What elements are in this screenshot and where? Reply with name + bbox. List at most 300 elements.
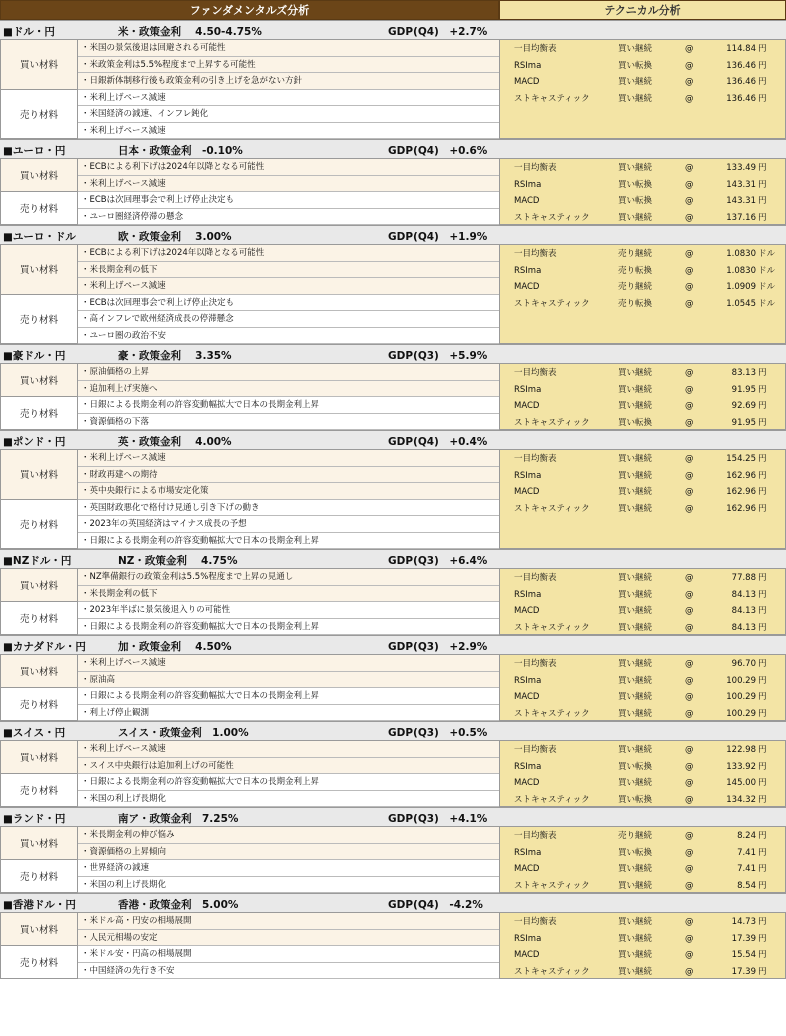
price-unit: ドル: [758, 249, 776, 259]
signal: 買い継続: [618, 470, 653, 481]
indicator-name: ストキャスティック: [514, 212, 590, 223]
technical-panel: [499, 655, 786, 721]
sell-factor: ・米ドル安・円高の相場展開: [78, 946, 499, 963]
price-unit: 円: [758, 60, 767, 71]
gdp-growth: GDP(Q3) +0.5%: [388, 727, 488, 739]
signal-price: 154.25: [726, 454, 756, 464]
signal-price: 137.16: [726, 212, 756, 223]
at-symbol: @: [685, 847, 694, 858]
at-symbol: @: [685, 93, 694, 104]
currency-section: [0, 893, 786, 979]
indicator-name: MACD: [514, 606, 540, 616]
at-symbol: @: [685, 60, 694, 71]
at-symbol: @: [685, 659, 694, 669]
buy-factor: ・米利上げペース減速: [78, 278, 499, 295]
price-unit: 円: [758, 761, 767, 772]
indicator-name: ストキャスティック: [514, 93, 590, 104]
technical-panel: [499, 245, 786, 344]
technical-row: [500, 160, 786, 177]
policy-rate: NZ・政策金利 4.75%: [118, 555, 238, 567]
buy-factor: ・英中央銀行による市場安定化策: [78, 483, 499, 500]
price-unit: 円: [758, 196, 767, 206]
signal: 買い継続: [618, 745, 653, 755]
section-title-bar: [0, 139, 786, 159]
currency-pair: ■ユーロ・円: [3, 145, 66, 157]
buy-factor: ・米長期金利の低下: [78, 262, 499, 279]
technical-row: [500, 296, 786, 313]
technical-panel: [499, 40, 786, 139]
sell-factors-label: 売り材料: [0, 774, 78, 807]
signal-price: 92.69: [731, 401, 756, 411]
signal: 買い継続: [618, 917, 653, 927]
sell-factor: ・高インフレで欧州経済成長の停滞懸念: [78, 311, 499, 328]
policy-rate: 日本・政策金利 -0.10%: [118, 145, 243, 157]
price-unit: 円: [758, 675, 767, 686]
signal-price: 162.96: [726, 487, 756, 497]
technical-row: [500, 91, 786, 108]
buy-factors-label: 買い材料: [0, 364, 78, 397]
signal: 買い継続: [618, 933, 653, 944]
price-unit: 円: [758, 659, 767, 669]
signal: 買い継続: [618, 950, 653, 960]
indicator-name: 一目均衡表: [514, 163, 557, 173]
currency-pair: ■NZドル・円: [3, 555, 72, 567]
at-symbol: @: [685, 933, 694, 944]
signal-price: 100.29: [726, 675, 756, 686]
at-symbol: @: [685, 265, 694, 276]
sell-factor: ・米国の利上げ長期化: [78, 791, 499, 808]
price-unit: ドル: [758, 282, 776, 292]
signal: 買い継続: [618, 966, 653, 977]
technical-row: [500, 177, 786, 194]
signal: 買い継続: [618, 659, 653, 669]
gdp-growth: GDP(Q3) +5.9%: [388, 350, 488, 362]
policy-rate: 加・政策金利 4.50%: [118, 641, 232, 653]
at-symbol: @: [685, 384, 694, 395]
signal: 買い転換: [618, 417, 653, 428]
signal: 買い継続: [618, 573, 653, 583]
technical-row: [500, 263, 786, 280]
at-symbol: @: [685, 454, 694, 464]
sell-factors-label: 売り材料: [0, 397, 78, 430]
sell-factor: ・世界経済の減速: [78, 860, 499, 877]
indicator-name: 一目均衡表: [514, 659, 557, 669]
buy-factors-label: 買い材料: [0, 655, 78, 688]
indicator-name: RSIma: [514, 179, 542, 190]
at-symbol: @: [685, 417, 694, 428]
section-title-bar: [0, 225, 786, 245]
at-symbol: @: [685, 470, 694, 481]
sell-factor: ・英国財政悪化で格付け見通し引き下げの動き: [78, 500, 499, 517]
signal: 買い継続: [618, 606, 653, 616]
indicator-name: MACD: [514, 282, 540, 292]
signal: 買い転換: [618, 847, 653, 858]
price-unit: 円: [758, 622, 767, 633]
indicator-name: 一目均衡表: [514, 745, 557, 755]
policy-rate: 英・政策金利 4.00%: [118, 436, 232, 448]
signal-price: 91.95: [731, 384, 756, 395]
at-symbol: @: [685, 77, 694, 87]
sell-factors-label: 売り材料: [0, 192, 78, 225]
currency-section: [0, 721, 786, 807]
technical-row: [500, 947, 786, 964]
indicator-name: ストキャスティック: [514, 503, 590, 514]
indicator-name: RSIma: [514, 933, 542, 944]
indicator-name: RSIma: [514, 761, 542, 772]
at-symbol: @: [685, 282, 694, 292]
at-symbol: @: [685, 503, 694, 514]
buy-factor: ・追加利上げ実施へ: [78, 381, 499, 398]
indicator-name: MACD: [514, 864, 540, 874]
section-title-bar: [0, 721, 786, 741]
signal-price: 136.46: [726, 77, 756, 87]
technical-row: [500, 914, 786, 931]
technical-row: [500, 931, 786, 948]
indicator-name: RSIma: [514, 384, 542, 395]
indicator-name: MACD: [514, 692, 540, 702]
technical-row: [500, 689, 786, 706]
at-symbol: @: [685, 778, 694, 788]
indicator-name: ストキャスティック: [514, 708, 590, 719]
at-symbol: @: [685, 794, 694, 805]
buy-factors-label: 買い材料: [0, 827, 78, 860]
buy-factor: ・原油高: [78, 672, 499, 689]
buy-factor: ・米利上げペース減速: [78, 741, 499, 758]
price-unit: 円: [758, 93, 767, 104]
buy-factor: ・人民元相場の安定: [78, 930, 499, 947]
signal-price: 143.31: [726, 179, 756, 190]
price-unit: 円: [758, 454, 767, 464]
signal: 買い継続: [618, 401, 653, 411]
signal-price: 14.73: [731, 917, 756, 927]
technical-row: [500, 603, 786, 620]
signal-price: 114.84: [726, 44, 756, 54]
sell-factor: ・ユーロ圏経済停滞の懸念: [78, 209, 499, 226]
indicator-name: 一目均衡表: [514, 573, 557, 583]
signal-price: 8.54: [737, 880, 756, 891]
price-unit: 円: [758, 417, 767, 428]
currency-pair: ■香港ドル・円: [3, 899, 76, 911]
signal-price: 84.13: [731, 606, 756, 616]
section-title-bar: [0, 430, 786, 450]
at-symbol: @: [685, 708, 694, 719]
signal: 買い転換: [618, 761, 653, 772]
at-symbol: @: [685, 196, 694, 206]
technical-panel: [499, 913, 786, 979]
sell-factor: ・2023年の英国経済はマイナス成長の予想: [78, 516, 499, 533]
at-symbol: @: [685, 249, 694, 259]
price-unit: 円: [758, 880, 767, 891]
at-symbol: @: [685, 692, 694, 702]
buy-factor: ・米長期金利の低下: [78, 586, 499, 603]
signal: 買い転換: [618, 794, 653, 805]
signal: 買い継続: [618, 384, 653, 395]
price-unit: 円: [758, 606, 767, 616]
signal: 買い継続: [618, 692, 653, 702]
price-unit: 円: [758, 573, 767, 583]
indicator-name: 一目均衡表: [514, 917, 557, 927]
signal-price: 8.24: [737, 831, 756, 841]
sell-factor: ・日銀による長期金利の許容変動幅拡大で日本の長期金利上昇: [78, 397, 499, 414]
technical-row: [500, 964, 786, 981]
signal-price: 17.39: [731, 966, 756, 977]
gdp-growth: GDP(Q4) +2.7%: [388, 26, 488, 38]
signal: 買い継続: [618, 622, 653, 633]
technical-row: [500, 365, 786, 382]
price-unit: 円: [758, 212, 767, 223]
sell-factor: ・ECBは次回理事会で利上げ停止決定も: [78, 295, 499, 312]
technical-row: [500, 501, 786, 518]
signal-price: 143.31: [726, 196, 756, 206]
signal-price: 1.0830: [726, 249, 756, 259]
indicator-name: 一目均衡表: [514, 249, 557, 259]
currency-section: [0, 20, 786, 139]
signal-price: 1.0830: [726, 265, 756, 276]
currency-pair: ■カナダドル・円: [3, 641, 86, 653]
indicator-name: ストキャスティック: [514, 298, 590, 309]
currency-pair: ■豪ドル・円: [3, 350, 66, 362]
policy-rate: 香港・政策金利 5.00%: [118, 899, 239, 911]
gdp-growth: GDP(Q3) +6.4%: [388, 555, 488, 567]
buy-factor: ・スイス中央銀行は追加利上げの可能性: [78, 758, 499, 775]
gdp-growth: GDP(Q4) -4.2%: [388, 899, 483, 911]
at-symbol: @: [685, 917, 694, 927]
policy-rate: 豪・政策金利 3.35%: [118, 350, 232, 362]
price-unit: 円: [758, 745, 767, 755]
at-symbol: @: [685, 606, 694, 616]
signal-price: 136.46: [726, 93, 756, 104]
signal-price: 133.49: [726, 163, 756, 173]
indicator-name: RSIma: [514, 847, 542, 858]
price-unit: 円: [758, 708, 767, 719]
indicator-name: RSIma: [514, 589, 542, 600]
currency-section: [0, 344, 786, 430]
signal: 売り継続: [618, 831, 653, 841]
buy-factor: ・ECBによる利下げは2024年以降となる可能性: [78, 159, 499, 176]
signal-price: 83.13: [731, 368, 756, 378]
buy-factor: ・NZ準備銀行の政策金利は5.5%程度まで上昇の見通し: [78, 569, 499, 586]
buy-factor: ・米政策金利は5.5%程度まで上昇する可能性: [78, 57, 499, 74]
sell-factor: ・日銀による長期金利の許容変動幅拡大で日本の長期金利上昇: [78, 774, 499, 791]
signal-price: 7.41: [737, 864, 756, 874]
indicator-name: 一目均衡表: [514, 368, 557, 378]
indicator-name: RSIma: [514, 265, 542, 276]
sell-factors-label: 売り材料: [0, 860, 78, 893]
indicator-name: RSIma: [514, 470, 542, 481]
buy-factor: ・米利上げペース減速: [78, 176, 499, 193]
currency-pair: ■ポンド・円: [3, 436, 66, 448]
indicator-name: MACD: [514, 196, 540, 206]
price-unit: 円: [758, 163, 767, 173]
sell-factor: ・米利上げペース減速: [78, 90, 499, 107]
signal-price: 77.88: [731, 573, 756, 583]
sell-factor: ・日銀による長期金利の許容変動幅拡大で日本の長期金利上昇: [78, 619, 499, 636]
technical-row: [500, 246, 786, 263]
price-unit: 円: [758, 864, 767, 874]
technical-row: [500, 193, 786, 210]
technical-panel: [499, 569, 786, 635]
price-unit: 円: [758, 933, 767, 944]
signal-price: 133.92: [726, 761, 756, 772]
technical-row: [500, 58, 786, 75]
at-symbol: @: [685, 573, 694, 583]
signal-price: 145.00: [726, 778, 756, 788]
signal-price: 84.13: [731, 622, 756, 633]
at-symbol: @: [685, 880, 694, 891]
signal: 買い継続: [618, 503, 653, 514]
technical-panel: [499, 827, 786, 893]
sell-factor: ・米利上げペース減速: [78, 123, 499, 140]
buy-factor: ・原油価格の上昇: [78, 364, 499, 381]
signal-price: 17.39: [731, 933, 756, 944]
currency-pair: ■ユーロ・ドル: [3, 231, 76, 243]
signal: 買い転換: [618, 196, 653, 206]
sell-factor: ・ECBは次回理事会で利上げ停止決定も: [78, 192, 499, 209]
at-symbol: @: [685, 368, 694, 378]
buy-factors-label: 買い材料: [0, 569, 78, 602]
technical-row: [500, 673, 786, 690]
indicator-name: MACD: [514, 487, 540, 497]
buy-factor: ・米長期金利の伸び悩み: [78, 827, 499, 844]
fundamentals-header: ファンダメンタルズ分析: [0, 0, 499, 20]
signal: 買い転換: [618, 60, 653, 71]
buy-factor: ・資源価格の上昇傾向: [78, 844, 499, 861]
signal-price: 134.32: [726, 794, 756, 805]
at-symbol: @: [685, 487, 694, 497]
signal-price: 1.0545: [726, 298, 756, 309]
indicator-name: 一目均衡表: [514, 831, 557, 841]
price-unit: 円: [758, 503, 767, 514]
technical-row: [500, 468, 786, 485]
technical-row: [500, 656, 786, 673]
technical-row: [500, 415, 786, 432]
technical-row: [500, 484, 786, 501]
gdp-growth: GDP(Q3) +4.1%: [388, 813, 488, 825]
technical-row: [500, 74, 786, 91]
technical-row: [500, 398, 786, 415]
technical-row: [500, 451, 786, 468]
gdp-growth: GDP(Q4) +0.6%: [388, 145, 488, 157]
technical-row: [500, 706, 786, 723]
at-symbol: @: [685, 950, 694, 960]
technical-row: [500, 878, 786, 895]
indicator-name: RSIma: [514, 675, 542, 686]
technical-row: [500, 382, 786, 399]
signal: 売り継続: [618, 282, 653, 292]
indicator-name: MACD: [514, 950, 540, 960]
signal-price: 100.29: [726, 708, 756, 719]
technical-row: [500, 792, 786, 809]
signal: 買い継続: [618, 454, 653, 464]
signal-price: 162.96: [726, 470, 756, 481]
sell-factor: ・日銀による長期金利の許容変動幅拡大で日本の長期金利上昇: [78, 688, 499, 705]
price-unit: 円: [758, 950, 767, 960]
signal-price: 15.54: [731, 950, 756, 960]
policy-rate: 南ア・政策金利 7.25%: [118, 813, 239, 825]
price-unit: 円: [758, 966, 767, 977]
at-symbol: @: [685, 745, 694, 755]
signal: 買い継続: [618, 77, 653, 87]
buy-factor: ・財政再建への期待: [78, 467, 499, 484]
price-unit: 円: [758, 401, 767, 411]
section-title-bar: [0, 20, 786, 40]
price-unit: 円: [758, 589, 767, 600]
at-symbol: @: [685, 298, 694, 309]
technical-panel: [499, 159, 786, 225]
sell-factors-label: 売り材料: [0, 602, 78, 635]
currency-section: [0, 635, 786, 721]
signal: 買い継続: [618, 880, 653, 891]
price-unit: 円: [758, 179, 767, 190]
indicator-name: MACD: [514, 77, 540, 87]
price-unit: 円: [758, 384, 767, 395]
section-title-bar: [0, 893, 786, 913]
indicator-name: MACD: [514, 778, 540, 788]
section-title-bar: [0, 807, 786, 827]
price-unit: 円: [758, 77, 767, 87]
buy-factors-label: 買い材料: [0, 159, 78, 192]
price-unit: 円: [758, 692, 767, 702]
technical-header: テクニカル分析: [499, 0, 786, 20]
technical-row: [500, 41, 786, 58]
at-symbol: @: [685, 44, 694, 54]
gdp-growth: GDP(Q4) +1.9%: [388, 231, 488, 243]
buy-factor: ・米国の景気後退は回避される可能性: [78, 40, 499, 57]
policy-rate: 米・政策金利 4.50-4.75%: [118, 26, 262, 38]
buy-factors-label: 買い材料: [0, 450, 78, 500]
currency-pair: ■ランド・円: [3, 813, 66, 825]
indicator-name: MACD: [514, 401, 540, 411]
technical-panel: [499, 741, 786, 807]
at-symbol: @: [685, 401, 694, 411]
sell-factor: ・資源価格の下落: [78, 414, 499, 431]
technical-row: [500, 845, 786, 862]
at-symbol: @: [685, 589, 694, 600]
at-symbol: @: [685, 675, 694, 686]
indicator-name: ストキャスティック: [514, 794, 590, 805]
signal-price: 7.41: [737, 847, 756, 858]
signal: 買い継続: [618, 589, 653, 600]
signal: 買い継続: [618, 708, 653, 719]
currency-section: [0, 430, 786, 549]
sell-factor: ・中国経済の先行き不安: [78, 963, 499, 980]
signal-price: 136.46: [726, 60, 756, 71]
technical-row: [500, 210, 786, 227]
signal: 買い継続: [618, 212, 653, 223]
policy-rate: スイス・政策金利 1.00%: [118, 727, 249, 739]
indicator-name: ストキャスティック: [514, 880, 590, 891]
technical-row: [500, 570, 786, 587]
indicator-name: ストキャスティック: [514, 622, 590, 633]
price-unit: ドル: [758, 298, 776, 309]
gdp-growth: GDP(Q4) +0.4%: [388, 436, 488, 448]
sell-factor: ・利上げ停止観測: [78, 705, 499, 722]
technical-panel: [499, 450, 786, 549]
price-unit: ドル: [758, 265, 776, 276]
price-unit: 円: [758, 847, 767, 858]
at-symbol: @: [685, 163, 694, 173]
indicator-name: ストキャスティック: [514, 417, 590, 428]
buy-factors-label: 買い材料: [0, 741, 78, 774]
sell-factor: ・米国の利上げ長期化: [78, 877, 499, 894]
sell-factor: ・ユーロ圏の政治不安: [78, 328, 499, 345]
sell-factors-label: 売り材料: [0, 688, 78, 721]
sell-factor: ・日銀による長期金利の許容変動幅拡大で日本の長期金利上昇: [78, 533, 499, 550]
technical-row: [500, 279, 786, 296]
sell-factor: ・米国経済の減速、インフレ鈍化: [78, 106, 499, 123]
signal: 買い継続: [618, 487, 653, 497]
signal-price: 1.0909: [726, 282, 756, 292]
